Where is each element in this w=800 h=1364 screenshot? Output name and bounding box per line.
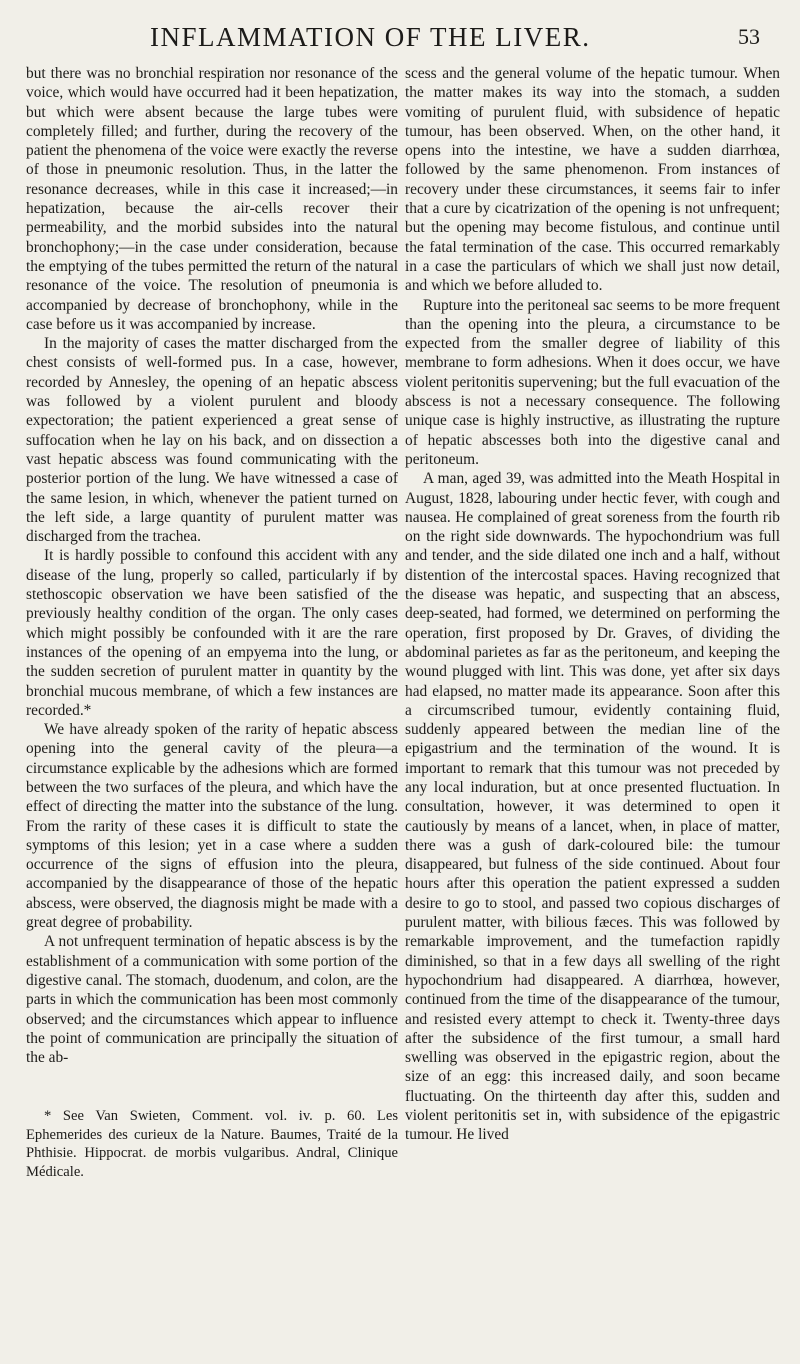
paragraph: scess and the general volume of the hepatic tumour. When the matter makes its way into the stomach, a sudden vomiting of purulent fluid, with subsidence of hepatic tumour, has been observed. When, on the other hand, it opens into the intestine, we have a sudden diarrhœa, followed by the same phenomenon. From instances of recovery under these circumstances, it seems fair to infer that a cure by cicatrization of the opening is not unfrequent; but the opening may become fistulous, and continue until the fatal termination of the case. This occurred remarkably in a case the particulars of which we shall just now detail, and which we before alluded to. <box>405 65 780 295</box>
paragraph: but there was no bronchial respiration nor resonance of the voice, which would have occurred had it been hepatization, but which were absent because the large tubes were completely filled; and further, during the recovery of the patient the phenomena of the voice were exactly the reverse of those in pneumonic resolution. Thus, in the latter the resonance decreases, while in this case it increased;—in hepatization, because the air-cells recover their permeability, and the morbid subsides into the natural bronchophony;—in the case under consideration, because the emptying of the tubes permitted the return of the natural resonance of the voice. The resolution of pneumonia is accompanied by decrease of bronchophony, while in the case before us it was accompanied by increase. <box>26 65 398 333</box>
right-column <box>405 64 780 1145</box>
running-header <box>150 14 770 58</box>
paragraph: In the majority of cases the matter discharged from the chest consists of well-formed pus. In a case, however, recorded by Annesley, the opening of an hepatic abscess was followed by a violent purulent and bloody expectoration; the patient experienced a great sense of suffocation when he lay on his back, and on dissection a vast hepatic abscess was found communicating with the posterior portion of the lung. We have witnessed a case of the same lesion, in which, whenever the patient turned on the left side, a large quantity of purulent matter was discharged from the trachea. <box>26 335 398 546</box>
paragraph: We have already spoken of the rarity of hepatic abscess opening into the general cavity of the pleura—a circumstance explicable by the adhesions which are formed between the two surfaces of the pleura, and which have the effect of directing the matter into the substance of the lung. From the rarity of these cases it is difficult to state the symptoms of this lesion; yet in a case where a sudden occurrence of the signs of effusion into the pleura, accompanied by the disappearance of those of the hepatic abscess, were observed, the diagnosis might be made with a great degree of probability. <box>26 721 398 932</box>
paragraph: A not unfrequent termination of hepatic abscess is by the establishment of a communication with some portion of the digestive canal. The stomach, duodenum, and colon, are the parts in which the communication has been most commonly observed; and the circumstances which appear to influence the point of communication are principally the situation of the ab- <box>26 933 398 1067</box>
running-title: INFLAMMATION OF THE LIVER. <box>150 22 591 52</box>
footnote: * See Van Swieten, Comment. vol. iv. p. 60. Les Ephemerides des curieux de la Nature. Baumes, Traité de la Phthisie. Hippocrat. de morbis vulgaribus. Andral, Clinique Médicale. <box>26 1108 398 1180</box>
paragraph: Rupture into the peritoneal sac seems to be more frequent than the opening into the pleura, a circumstance to be expected from the smaller degree of liability of this membrane to form adhesions. When it does occur, we have violent peritonitis supervening; but the full evacuation of the abscess is not a necessary consequence. The following unique case is highly instructive, as illustrating the rupture of hepatic abscesses both into the digestive canal and peritoneum. <box>405 296 780 468</box>
paragraph: It is hardly possible to confound this accident with any disease of the lung, properly so called, particularly if by stethoscopic observation we have been satisfied of the previously healthy condition of the organ. The only cases which might possibly be confounded with it are the rare instances of the opening of an empyema into the lung, or the sudden secretion of purulent matter in quantity by the bronchial mucous membrane, of which a few instances are recorded.* <box>26 547 398 719</box>
left-column <box>26 64 398 1181</box>
paragraph: A man, aged 39, was admitted into the Meath Hospital in August, 1828, labouring under hectic fever, with cough and nausea. He complained of great soreness from the fourth rib on the right side downwards. The hypochondrium was full and tender, and the side dilated one inch and a half, without distention of the intercostal spaces. Having recognized that the disease was hepatic, and suspecting that an abscess, deep-seated, had formed, we determined on performing the operation, first proposed by Dr. Graves, of dividing the abdominal parietes as far as the peritoneum, and keeping the wound plugged with lint. This was done, yet after six days had elapsed, no matter made its appearance. Soon after this a circumscribed tumour, evidently containing fluid, suddenly appeared between the median line of the epigastrium and the termination of the wound. It is important to remark that this tumour was not preceded by any local induration, but at once presented fluctuation. In consultation, however, it was determined to open it cautiously by means of a lancet, when, in place of matter, there was a gush of dark-coloured bile: the tumour disappeared, but fulness of the side continued. About four hours after this operation the patient expressed a sudden desire to go to stool, and passed two copious discharges of purulent matter, with bilious fæces. This was followed by remarkable improvement, and the tumefaction rapidly diminished, so that in a few days all swelling of the right hypochondrium had disappeared. A diarrhœa, however, continued from the time of the disappearance of the tumour, and resisted every attempt to check it. Twenty-three days after the subsidence of the first tumour, a small hard swelling was observed in the epigastric region, about the size of an egg: this increased daily, and soon became fluctuating. On the thirteenth day after this, sudden and violent peritonitis set in, with subsidence of the epigastric tumour. He lived <box>405 470 780 1144</box>
page-number: 53 <box>738 24 760 49</box>
